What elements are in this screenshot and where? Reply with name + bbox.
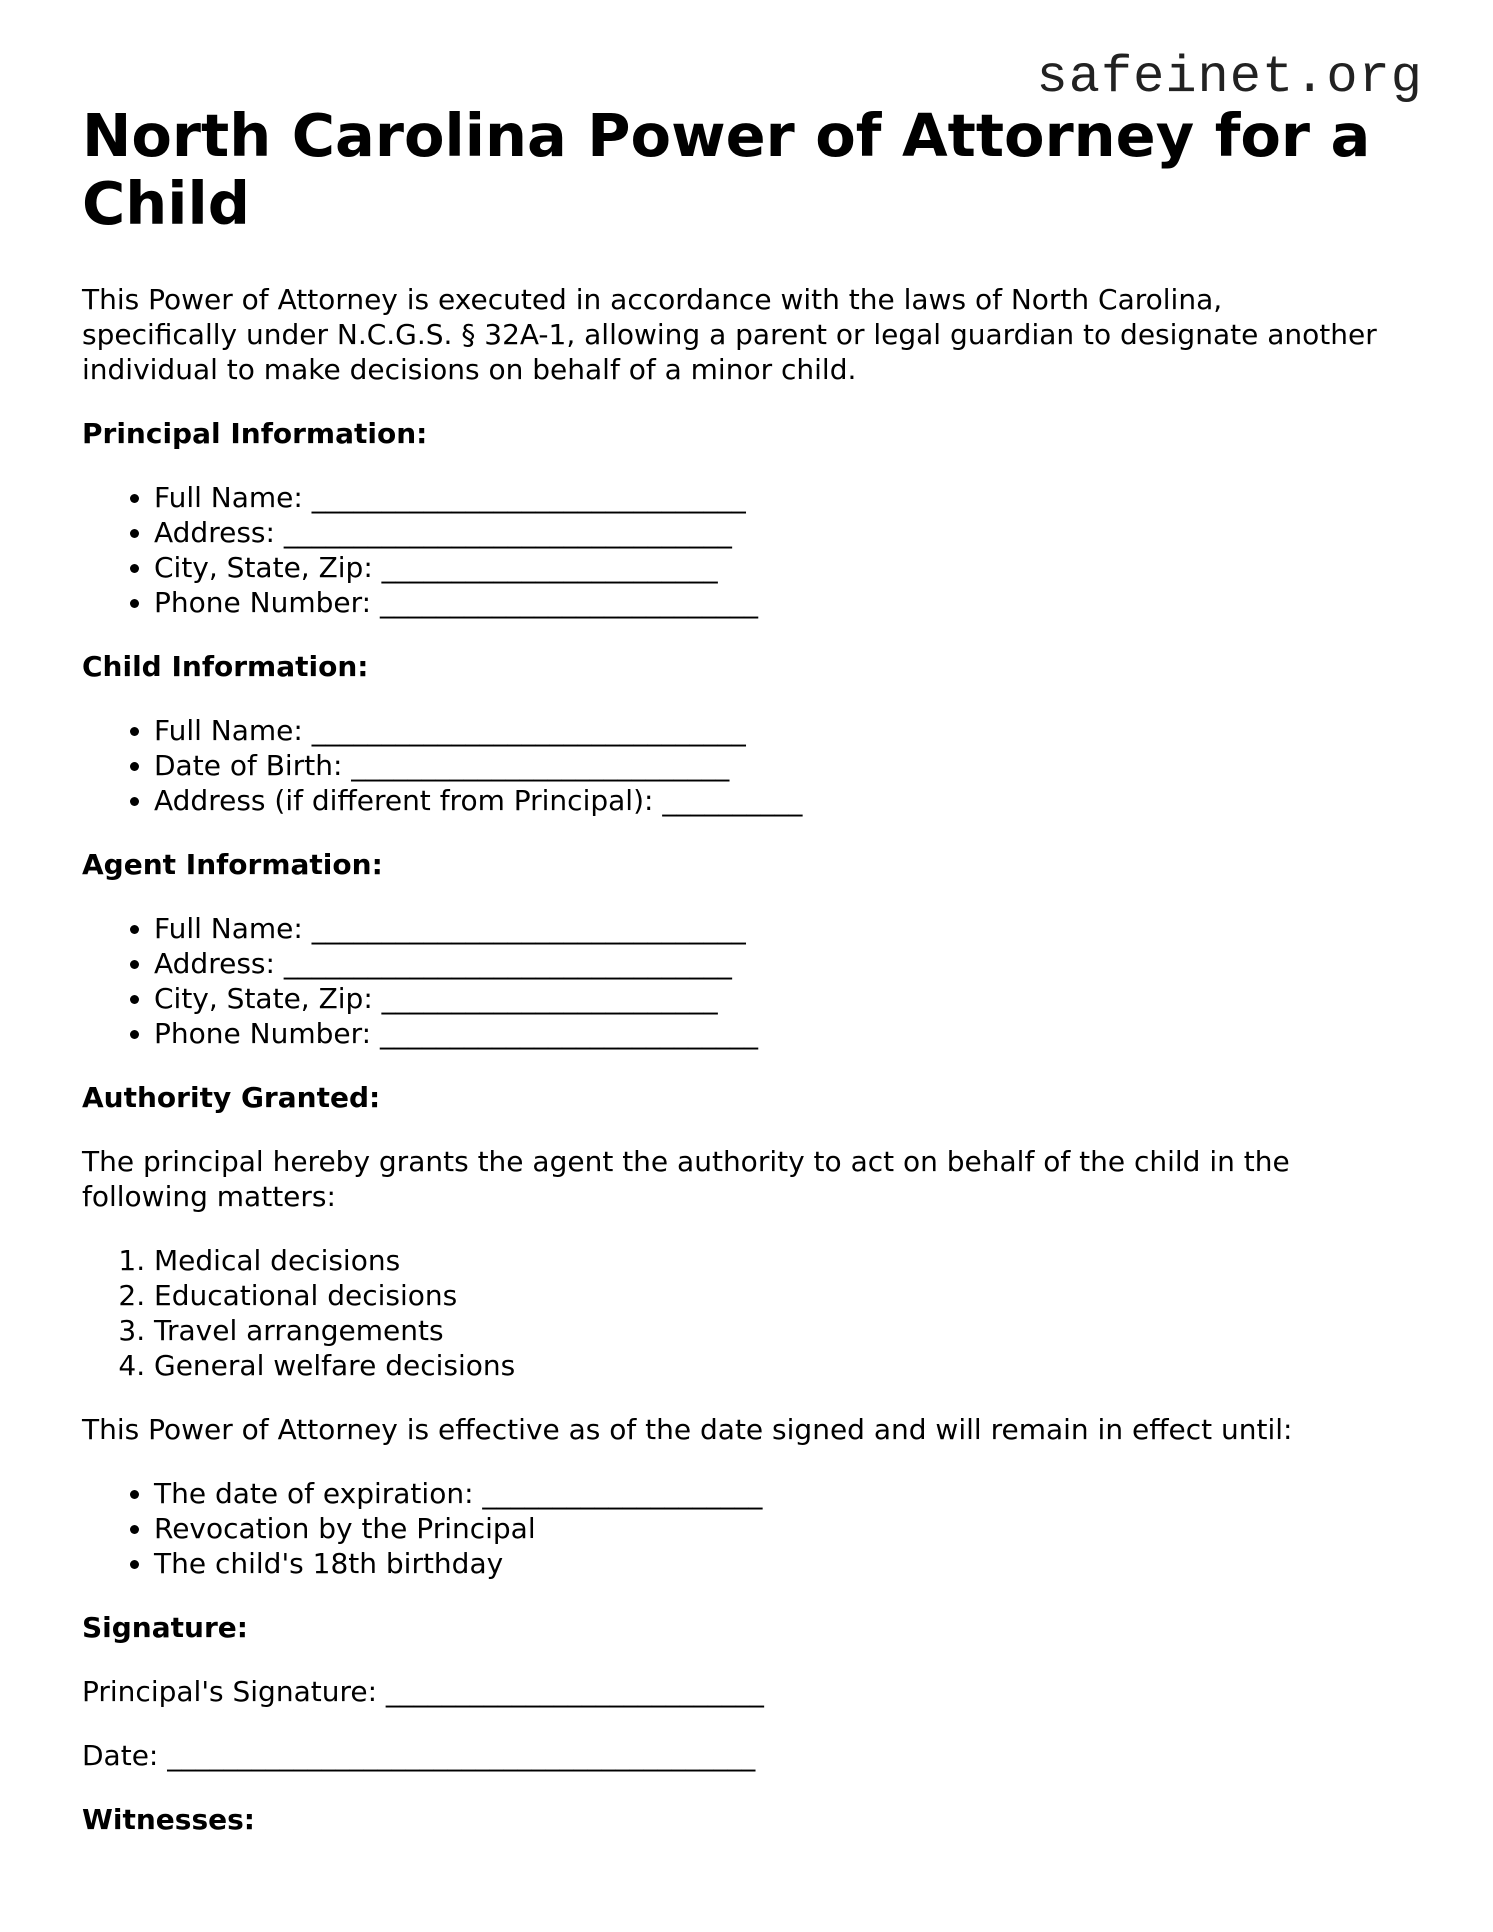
child-full-name-field: • Full Name: _______________________________ [154,713,1382,748]
authority-item: 4. General welfare decisions [154,1348,1382,1383]
principal-heading: Principal Information: [82,417,428,450]
authority-item: 2. Educational decisions [154,1278,1382,1313]
agent-full-name-field: • Full Name: _______________________________ [154,911,1382,946]
authority-list [82,1243,1382,1383]
child-address-field: • Address (if different from Principal): __________ [154,783,1382,818]
child-dob-field: • Date of Birth: ___________________________ [154,748,1382,783]
principal-city-state-zip-field: • City, State, Zip: ________________________ [154,550,1382,585]
principal-address-field: • Address: ________________________________ [154,515,1382,550]
principal-phone-field: • Phone Number: ___________________________ [154,585,1382,620]
document-page [82,102,1382,1837]
authority-text: The principal hereby grants the agent the authority to act on behalf of the child in the following matters: [82,1145,1290,1213]
principal-list [82,480,1382,620]
agent-list [82,911,1382,1051]
effective-item: • The child's 18th birthday [154,1546,1382,1581]
authority-item: 3. Travel arrangements [154,1313,1382,1348]
signature-date-line: Date: __________________________________________ [82,1739,756,1772]
authority-item: 1. Medical decisions [154,1243,1382,1278]
agent-city-state-zip-field: • City, State, Zip: ________________________ [154,981,1382,1016]
effective-item: • Revocation by the Principal [154,1511,1382,1546]
agent-address-field: • Address: ________________________________ [154,946,1382,981]
effective-text: This Power of Attorney is effective as of the date signed and will remain in effect until: [82,1413,1293,1446]
agent-phone-field: • Phone Number: ___________________________ [154,1016,1382,1051]
child-list [82,713,1382,818]
effective-list [82,1476,1382,1581]
principal-signature-line: Principal's Signature: ___________________________ [82,1675,764,1708]
child-heading: Child Information: [82,650,369,683]
page-title: North Carolina Power of Attorney for a Child [82,101,1371,238]
authority-heading: Authority Granted: [82,1081,381,1114]
watermark: safeinet.org [1036,48,1423,107]
agent-heading: Agent Information: [82,848,383,881]
witnesses-heading: Witnesses: [82,1803,255,1836]
signature-heading: Signature: [82,1611,248,1644]
principal-full-name-field: • Full Name: _______________________________ [154,480,1382,515]
intro-paragraph: This Power of Attorney is executed in accordance with the laws of North Carolina, specifically under N.C.G.S. § 32A-1, allowing a parent or legal guardian to designate another individual to make decisions on behalf of a minor child. [82,283,1377,386]
expiration-date-field: • The date of expiration: ____________________ [154,1476,1382,1511]
